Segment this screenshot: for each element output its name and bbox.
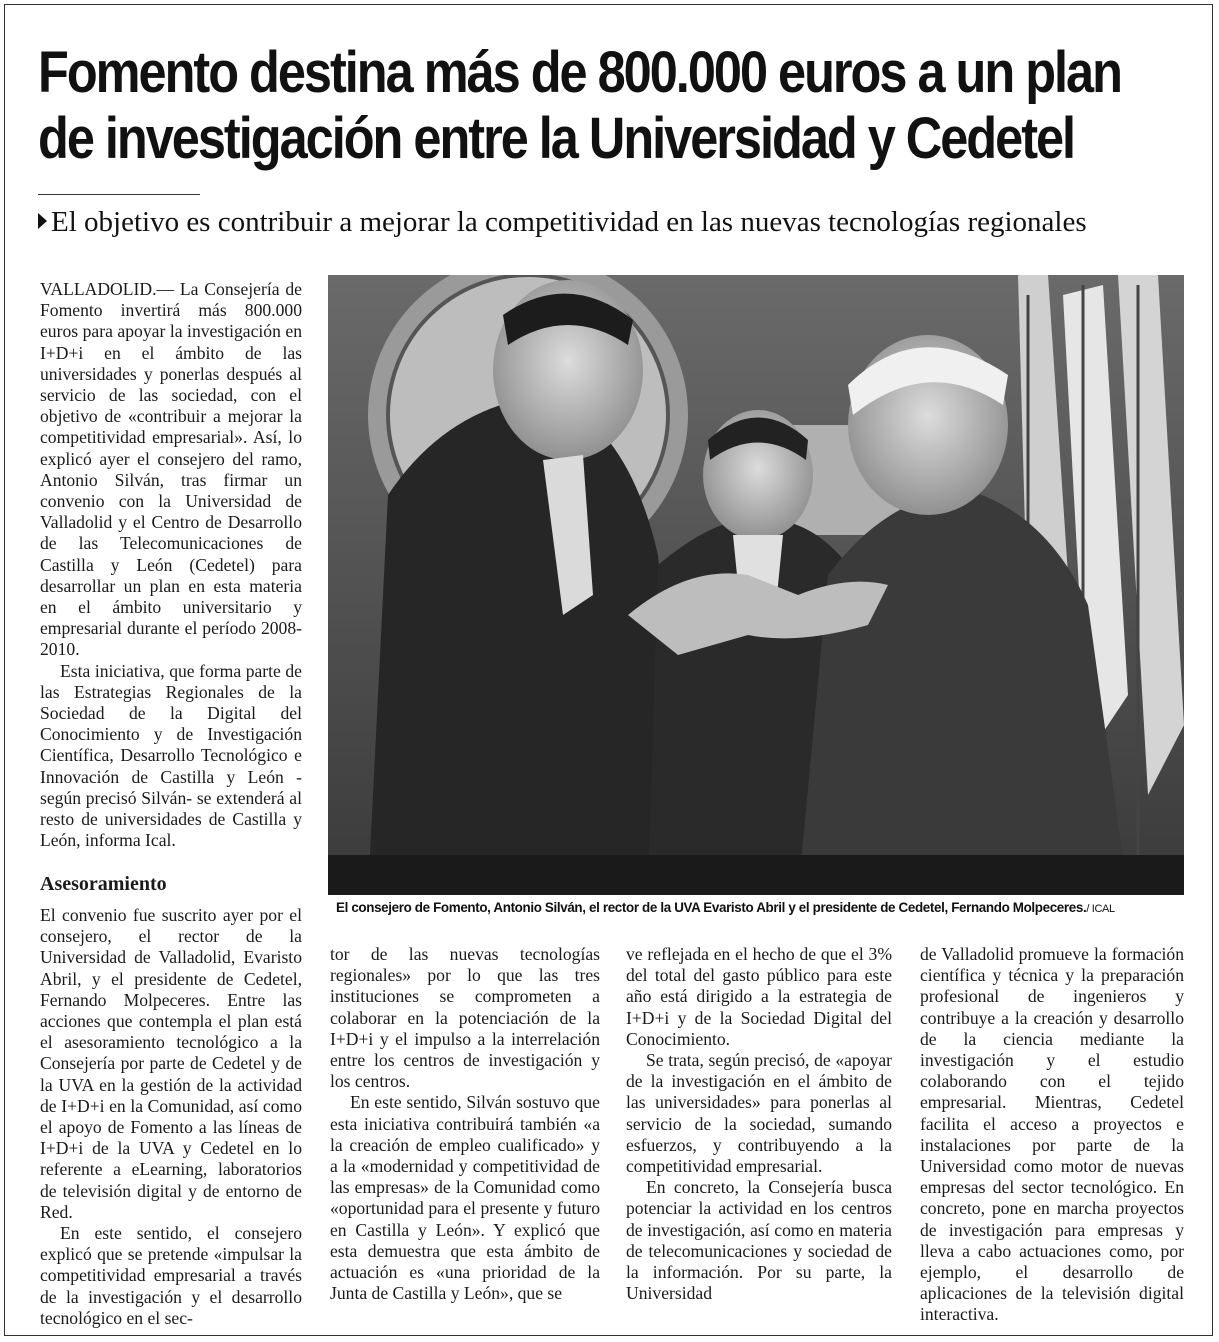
paragraph: En este sentido, el consejero explicó que se pretende «impulsar la competitividad empresarial a través de la investigación y el desarrollo tecnológico en el sec- <box>40 1223 302 1328</box>
headline-line-2: de investigación entre la Universidad y Cedetel <box>38 106 1075 171</box>
headline <box>38 40 1121 172</box>
paragraph: VALLADOLID.— La Consejería de Fomento invertirá más 800.000 euros para apoyar la investigación en I+D+i en el ámbito de las universidades y ponerlas después al servicio de las sociedad, con el objetivo de «contribuir a mejorar la competitividad empresarial». Así, lo explicó ayer el consejero del ramo, Antonio Silván, tras firmar un convenio con la Universidad de Valladolid y el Centro de Desarrollo de las Telecomunicaciones de Castilla y León (Cedetel) para desarrollar un plan en esta materia en el ámbito universitario y empresarial durante el período 2008-2010. <box>40 279 302 660</box>
section-heading: Asesoramiento <box>40 873 167 895</box>
triangle-bullet-icon <box>38 213 47 229</box>
photo-caption <box>336 900 1186 915</box>
paragraph: ve reflejada en el hecho de que el 3% del total del gasto público para este año está dirigido a la estrategia de I+D+i y de la Sociedad Digital del Conocimiento. <box>626 944 892 1049</box>
paragraph: En concreto, la Consejería busca potenciar la actividad en los centros de investigación, así como en materia de telecomunicaciones y sociedad de la información. Por su parte, la Universidad <box>626 1177 892 1304</box>
column-3 <box>626 944 892 1304</box>
divider-rule <box>38 194 200 195</box>
paragraph: Se trata, según precisó, de «apoyar de la investigación en el ámbito de las universidades» para ponerlas al servicio de la sociedad, sumando esfuerzos, y contribuyendo a la competitividad empresarial. <box>626 1050 892 1177</box>
photo-credit: / ICAL <box>1086 903 1115 915</box>
news-photo <box>328 275 1184 895</box>
column-1-top <box>40 279 302 851</box>
column-2 <box>330 944 600 1304</box>
paragraph: tor de las nuevas tecnologías regionales» por lo que las tres instituciones se comprometen a colaborar en la potenciación de la I+D+i y el impulso a la interrelación entre los centros de investigación y los centros. <box>330 944 600 1092</box>
paragraph: En este sentido, Silván sostuvo que esta iniciativa contribuirá también «a la creación de empleo cualificado» y a la «modernidad y competitividad de las empresas» de la Comunidad como «oportunidad para el presente y futuro en Castilla y León». Y explicó que esta demuestra que esta ámbito de actuación es «una prioridad de la Junta de Castilla y León», que se <box>330 1092 600 1304</box>
column-4 <box>920 944 1184 1326</box>
headline-line-1: Fomento destina más de 800.000 euros a un plan <box>38 40 1121 105</box>
paragraph: El convenio fue suscrito ayer por el consejero, el rector de la Universidad de Valladolid, Evaristo Abril, y el presidente de Cedetel, Fernando Molpeceres. Entre las acciones que contempla el plan está el asesoramiento tecnológico a la Consejería por parte de Cedetel y de la UVA en la gestión de la actividad de I+D+i en la Comunidad, así como el apoyo de Fomento a las líneas de I+D+i de la UVA y Cedetel en lo referente a eLearning, laboratorios de televisión digital y de entorno de Red. <box>40 905 302 1222</box>
handshake-photo-illustration <box>328 275 1184 895</box>
paragraph: de Valladolid promueve la formación científica y técnica y la preparación profesional de ingenieros y contribuye a la creación y desarrollo de la ciencia mediante la investigación y el estudio colaborando con el tejido empresarial. Mientras, Cedetel facilita el acceso a proyectos e instalaciones por parte de la Universidad como motor de nuevas empresas del sector tecnológico. En concreto, pone en marcha proyectos de investigación para empresas y lleva a cabo actuaciones como, por ejemplo, el desarrollo de aplicaciones de la televisión digital interactiva. <box>920 944 1184 1325</box>
subheadline <box>38 204 1198 240</box>
column-1-bottom <box>40 905 302 1329</box>
caption-text: El consejero de Fomento, Antonio Silván, el rector de la UVA Evaristo Abril y el presidente de Cedetel, Fernando Molpeceres. <box>336 900 1087 915</box>
subheadline-text: El objetivo es contribuir a mejorar la competitividad en las nuevas tecnologías regionales <box>51 206 1087 238</box>
paragraph: Esta iniciativa, que forma parte de las Estrategias Regionales de la Sociedad de la Digital del Conocimiento y de Investigación Científica, Desarrollo Tecnológico e Innovación de Castilla y León -según precisó Silván- se extenderá al resto de universidades de Castilla y León, informa Ical. <box>40 660 302 851</box>
